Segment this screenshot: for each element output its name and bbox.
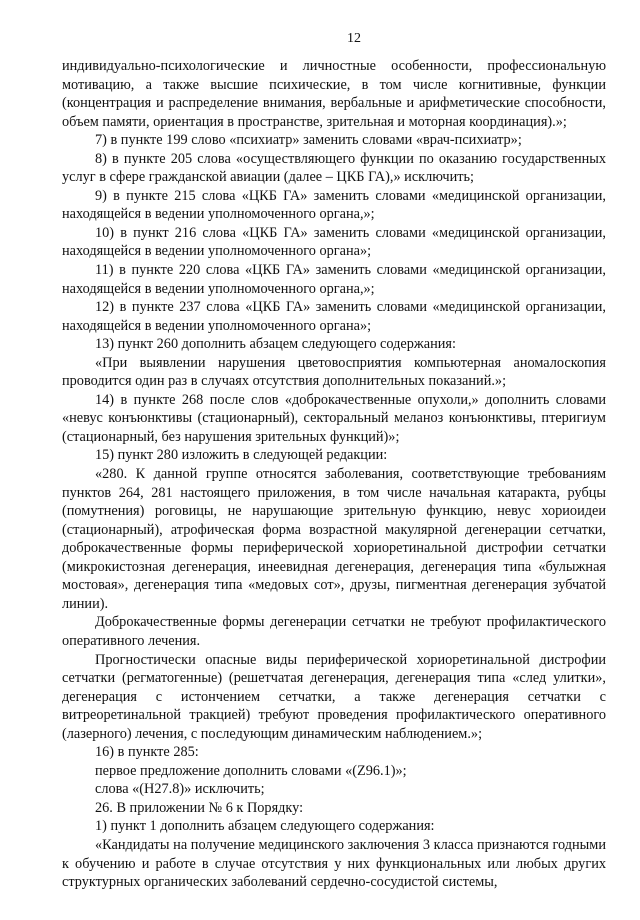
- paragraph: 8) в пункте 205 слова «осуществляющего функции по оказанию государственных услуг в сфере гражданской авиации (далее – ЦКБ ГА),» исключить;: [62, 150, 606, 186]
- paragraph: 9) в пункте 215 слова «ЦКБ ГА» заменить словами «медицинской организации, находящейся в ведении уполномоченного органа,»;: [62, 187, 606, 223]
- paragraph: 11) в пункте 220 слова «ЦКБ ГА» заменить словами «медицинской организации, находящейся в ведении уполномоченного органа,»;: [62, 262, 606, 297]
- paragraph: «280. К данной группе относятся заболевания, соответствующие требованиям пунктов 264, 281 настоящего приложения, в том числе начальная катаракта, рубцы (помутнения) роговицы, не нарушающие зрительную функцию, невус хориоидеи (стационарный), атрофическая форма возрастной макулярной дегенерации сетчатки, доброкачественные формы периферической хориоретинальной дистрофии сетчатки (микрокистозная дегенерация, инеевидная дегенерация, дегенерация типа «булыжная мостовая», дегенерация типа «медовых сот», друзы, пигментная дегенерация зубчатой линии).: [62, 466, 606, 612]
- paragraph: индивидуально-психологические и личностные особенности, профессиональную мотивацию, а также высшие психические, в том числе когнитивные, функции (концентрация и распределение внимания, вербальные и арифметические способности, объем памяти, ориентация в пространстве, зрительная и моторная координация).»;: [62, 58, 606, 130]
- paragraph: 10) в пункт 216 слова «ЦКБ ГА» заменить словами «медицинской организации, находящейся в ведении уполномоченного органа»;: [62, 224, 606, 260]
- paragraph: 7) в пункте 199 слово «психиатр» заменить словами «врач-психиатр»;: [95, 132, 522, 149]
- paragraph: 1) пункт 1 дополнить абзацем следующего содержания:: [95, 818, 435, 835]
- paragraph: слова «(Н27.8)» исключить;: [95, 781, 265, 798]
- paragraph: Прогностически опасные виды периферической хориоретинальной дистрофии сетчатки (регматогенные) (решетчатая дегенерация, дегенерация типа «след улитки», дегенерация с истончением сетчатки, а также дегенерация сетчатки с витреоретинальной тракцией) требуют проведения профилактического оперативного (лазерного) лечения, с последующим динамическим наблюдением.»;: [62, 651, 606, 742]
- paragraph: 16) в пункте 285:: [95, 744, 199, 761]
- paragraph: 26. В приложении № 6 к Порядку:: [95, 799, 304, 816]
- paragraph: «При выявлении нарушения цветовосприятия компьютерная аномалоскопия проводится один раз в случаях отсутствия дополнительных показаний.»;: [62, 354, 606, 390]
- page-number: 12: [347, 31, 361, 46]
- paragraph: 13) пункт 260 дополнить абзацем следующего содержания:: [95, 336, 456, 353]
- paragraph: 15) пункт 280 изложить в следующей редакции:: [95, 447, 388, 464]
- paragraph: 14) в пункте 268 после слов «доброкачественные опухоли,» дополнить словами «невус конъюнктивы (стационарный), секторальный меланоз конъюнктивы, птеригиум (стационарный, без нарушения зрительных функций)»;: [62, 391, 606, 445]
- paragraph: Доброкачественные формы дегенерации сетчатки не требуют профилактического оперативного лечения.: [62, 614, 606, 649]
- paragraph: «Кандидаты на получение медицинского заключения 3 класса признаются годными к обучению и работе в случае отсутствия у них функциональных или любых других структурных органических заболеваний сердечно-сосудистой системы,: [62, 836, 606, 891]
- paragraph: 12) в пункте 237 слова «ЦКБ ГА» заменить словами «медицинской организации, находящейся в ведении уполномоченного органа»;: [62, 299, 606, 334]
- paragraph: первое предложение дополнить словами «(Z96.1)»;: [95, 762, 407, 779]
